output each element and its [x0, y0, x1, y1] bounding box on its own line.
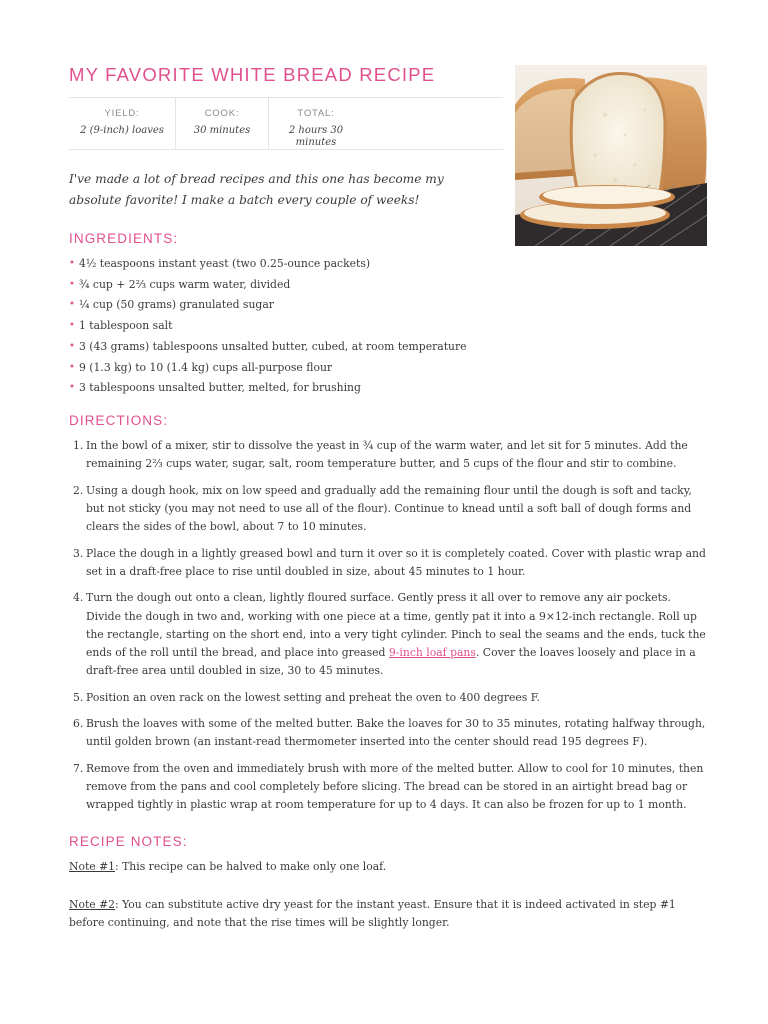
ingredients-list [69, 254, 509, 399]
bullet-icon: • [69, 258, 75, 269]
bullet-icon: • [69, 278, 75, 290]
bullet-icon: • [69, 361, 75, 373]
list-item [69, 295, 509, 316]
total-label: TOTAL: [297, 108, 335, 119]
note-text: : This recipe can be halved to make only one loaf. [115, 860, 387, 873]
direction-step [69, 437, 709, 473]
direction-step [69, 760, 709, 815]
direction-step [69, 482, 709, 537]
bullet-icon: • [69, 382, 75, 394]
step-text: Using a dough hook, mix on low speed and gradually add the remaining flour until the dough is soft and tacky, but not sticky (you may not need to use all of the flour). Continue to knead until a soft ball of dough forms and clears the sides of the bowl, about 7 to 10 minutes. [86, 483, 692, 534]
directions-list [69, 437, 709, 823]
recipe-note-2 [69, 896, 709, 932]
ingredient-text: ¼ cup (50 grams) granulated sugar [79, 298, 274, 312]
direction-step [69, 589, 709, 680]
bread-photo [515, 65, 707, 246]
list-item [69, 337, 509, 358]
note-label: Note #1 [69, 860, 116, 873]
step-number: 1. [73, 439, 84, 452]
step-text: Position an oven rack on the lowest setting and preheat the oven to 400 degrees F. [86, 690, 540, 704]
step-text: Place the dough in a lightly greased bowl and turn it over so it is completely coated. Cover with plastic wrap and set in a draft-free place to rise until doubled in size, about 45 minutes to 1 hour. [86, 546, 706, 578]
cook-value: 30 minutes [193, 125, 251, 136]
recipe-note-1 [69, 858, 709, 876]
note-label: Note #2 [69, 898, 116, 911]
cook-cell [175, 98, 269, 149]
note-text: : You can substitute active dry yeast for the instant yeast. Ensure that it is indeed activated in step #1 before continuing, and note that the rise times will be slightly longer. [69, 898, 676, 930]
step-number: 2. [73, 483, 84, 497]
total-cell [269, 98, 363, 149]
direction-step [69, 689, 709, 707]
step-number: 5. [73, 690, 84, 704]
bullet-icon: • [69, 299, 75, 311]
directions-heading: DIRECTIONS: [69, 413, 169, 428]
bread-photo-icon [515, 65, 707, 246]
list-item [69, 378, 509, 399]
step-number: 4. [73, 591, 84, 605]
step-text: In the bowl of a mixer, stir to dissolve the yeast in ¾ cup of the warm water, and let sit for 5 minutes. Add the remaining 2⅔ cups water, sugar, salt, room temperature butter, and 5 cups of the flour and stir to combine. [86, 439, 688, 471]
step-text: . Cover the loaves loosely and place in a draft-free area until doubled in size, 30 to 45 minutes. [86, 645, 696, 678]
cook-label: COOK: [204, 108, 240, 119]
recipe-notes-heading: RECIPE NOTES: [69, 834, 188, 849]
list-item [69, 316, 509, 337]
step-number: 3. [73, 546, 84, 560]
ingredient-text: 1 tablespoon salt [79, 319, 173, 333]
direction-step [69, 715, 709, 751]
recipe-intro: I've made a lot of bread recipes and this one has become my absolute favorite! I make a batch every couple of weeks! [69, 172, 444, 207]
bullet-icon: • [69, 340, 75, 352]
bullet-icon: • [69, 320, 75, 332]
list-item [69, 358, 509, 379]
step-text: Remove from the oven and immediately brush with more of the melted butter. Allow to cool for 10 minutes, then remove from the pans and cool completely before slicing. The bread can be stored in an airtight bread bag or wrapped tightly in plastic wrap at room temperature for up to 4 days. It can also be frozen for up to 1 month. [86, 761, 704, 812]
recipe-meta-bar [69, 97, 503, 150]
step-text: Turn the dough out onto a clean, lightly floured surface. Gently press it all over to remove any air pockets. Divide the dough in two and, working with one piece at a time, gently pat it into a 9×12-inch rectangle. Roll up the rectangle, starting on the short end, into a very tight cylinder. Pinch to seal the seams and the ends, tuck the ends of the roll until the bread, and place into greased [86, 591, 706, 659]
loaf-pans-link[interactable]: 9-inch loaf pans [388, 645, 476, 659]
direction-step [69, 545, 709, 581]
yield-label: YIELD: [104, 108, 140, 119]
list-item [69, 275, 509, 296]
step-text: Brush the loaves with some of the melted butter. Bake the loaves for 30 to 35 minutes, rotating halfway through, until golden brown (an instant-read thermometer inserted into the center should read 195 degrees F). [86, 717, 706, 749]
yield-cell [69, 98, 175, 149]
ingredient-text: 3 tablespoons unsalted butter, melted, for brushing [79, 381, 361, 395]
total-value: 2 hours 30 minutes [288, 125, 344, 148]
step-number: 7. [73, 761, 84, 775]
step-number: 6. [73, 717, 84, 731]
ingredient-text: ¾ cup + 2⅔ cups warm water, divided [79, 277, 291, 291]
ingredient-text: 3 (43 grams) tablespoons unsalted butter, cubed, at room temperature [79, 339, 467, 353]
ingredients-heading: INGREDIENTS: [69, 231, 179, 246]
ingredient-text: 4½ teaspoons instant yeast (two 0.25-ounce packets) [79, 257, 371, 270]
yield-value: 2 (9-inch) loaves [80, 125, 164, 136]
ingredient-text: 9 (1.3 kg) to 10 (1.4 kg) cups all-purpose flour [79, 360, 333, 374]
recipe-title: MY FAVORITE WHITE BREAD RECIPE [69, 64, 436, 85]
list-item [69, 254, 509, 275]
